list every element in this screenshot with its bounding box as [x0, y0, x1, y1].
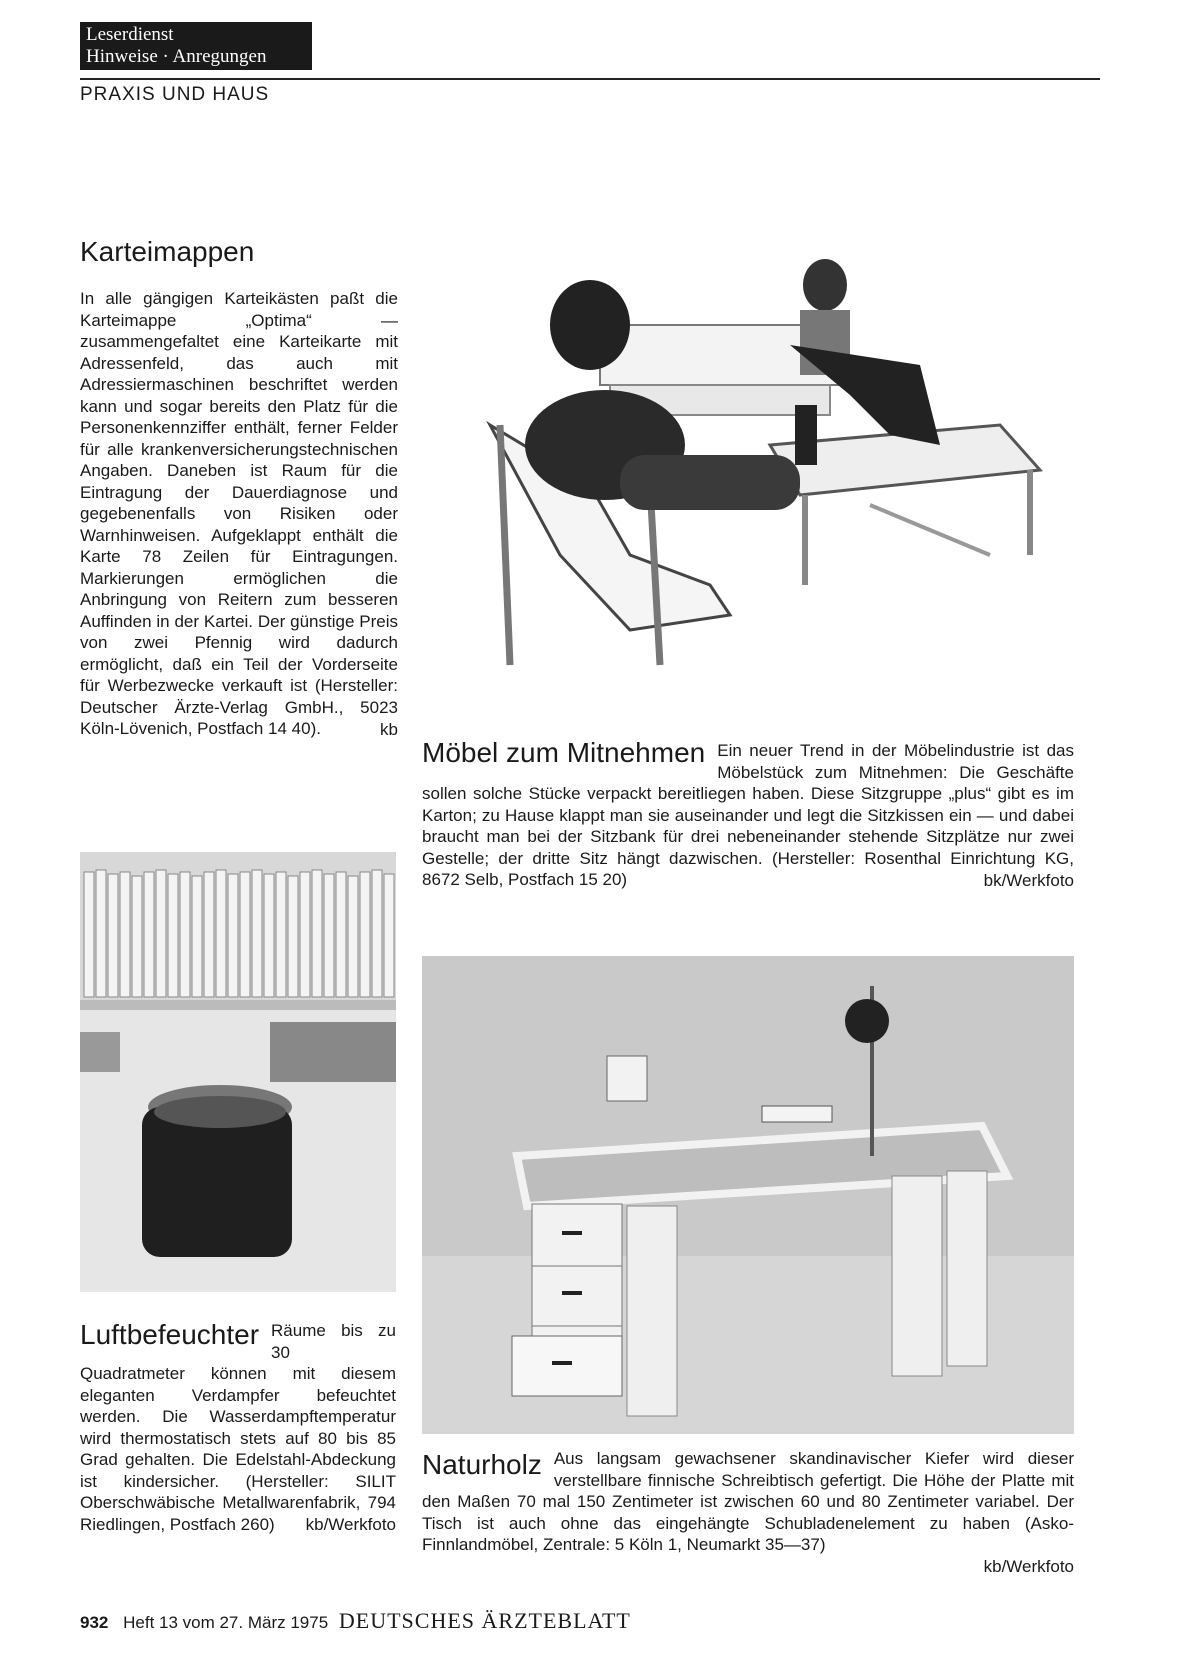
publication-name: DEUTSCHES ÄRZTEBLATT	[338, 1608, 631, 1633]
desk-photo	[422, 956, 1074, 1434]
article-naturholz	[422, 1448, 1074, 1577]
badge-line-2: Hinweise · Anregungen	[86, 46, 267, 67]
issue-info: Heft 13 vom 27. März 1975	[123, 1613, 329, 1632]
page-number: 932	[80, 1613, 109, 1632]
article-body: Aus langsam gewachsener skandinavischer Kiefer wird dieser verstellbare finnische Schreibtisch gefertigt. Die Höhe der Platte mit den Maßen 70 mal 150 Zentimeter ist zwischen 60 und 80 Zentimeter variabel. Der Tisch ist auch ohne das eingehängte Schubladenelement zu haben (Asko-Finnlandmöbel, Zentrale: 5 Köln 1, Neumarkt 35—37)	[422, 1449, 1074, 1554]
article-credit: kb/Werkfoto	[305, 1515, 396, 1534]
article-title: Naturholz	[422, 1449, 542, 1480]
article-title: Möbel zum Mitnehmen	[422, 737, 706, 768]
humidifier-photo	[80, 852, 396, 1292]
page-footer	[80, 1608, 631, 1634]
furniture-photo	[470, 255, 1050, 695]
article-body: In alle gängigen Karteikästen paßt die Karteimappe „Optima“ — zusammengefaltet eine Karteikarte mit Adressenfeld, das auch mit Adressiermaschinen beschriftet werden kann und sogar bereits den Platz für die Personenkennziffer enthält, ferner Felder für alle krankenversicherungstechnischen Angaben. Daneben ist Raum für die Eintragung der Dauerdiagnose und gegebenenfalls von Risiken oder Warnhinweisen. Aufgeklappt enthält die Karte 78 Zeilen für Eintragungen. Markierungen ermöglichen die Anbringung von Reitern zum besseren Auffinden in der Kartei. Der günstige Preis von zwei Pfennig wird dadurch ermöglicht, daß ein Teil der Vorderseite für Werbezwecke verkauft ist (Hersteller: Deutscher Ärzte-Verlag GmbH., 5023 Köln-Lövenich, Postfach 14 40).	[80, 289, 398, 738]
article-credit: kb/Werkfoto	[983, 1556, 1074, 1576]
article-credit: kb	[380, 719, 398, 739]
section-badge	[80, 22, 312, 70]
article-credit: bk/Werkfoto	[983, 870, 1074, 890]
section-title: PRAXIS UND HAUS	[80, 84, 270, 105]
header-rule	[80, 78, 1100, 80]
article-luftbefeuchter	[80, 1320, 396, 1536]
article-title: Luftbefeuchter	[80, 1319, 260, 1350]
badge-line-1: Leserdienst	[86, 24, 174, 45]
article-body: Räume bis zu 30 Quadratmeter können mit diesem eleganten Verdampfer befeuchtet werden. Die Wasserdampftemperatur wird thermostatisch stets auf 80 bis 85 Grad gehalten. Die Edelstahl-Abdeckung ist kindersicher. (Hersteller: SILIT Oberschwäbische Metallwarenfabrik, 794 Riedlingen, Postfach 260)	[80, 1321, 396, 1534]
article-title: Karteimappen	[80, 236, 255, 267]
article-karteimappen	[80, 236, 398, 740]
article-moebel	[422, 737, 1074, 891]
article-body: Ein neuer Trend in der Möbelindustrie ist das Möbelstück zum Mitnehmen: Die Geschäfte sollen solche Stücke verpackt bereitliegen haben. Diese Sitzgruppe „plus“ gibt es im Karton; zu Hause klappt man sie auseinander und legt die Sitzkissen ein — und dabei braucht man bei der Sitzbank für drei nebeneinander stehende Sitzplätze nur zwei Gestelle; der dritte Sitz hängt dazwischen. (Hersteller: Rosenthal Einrichtung KG, 8672 Selb, Postfach 15 20)	[422, 741, 1074, 889]
